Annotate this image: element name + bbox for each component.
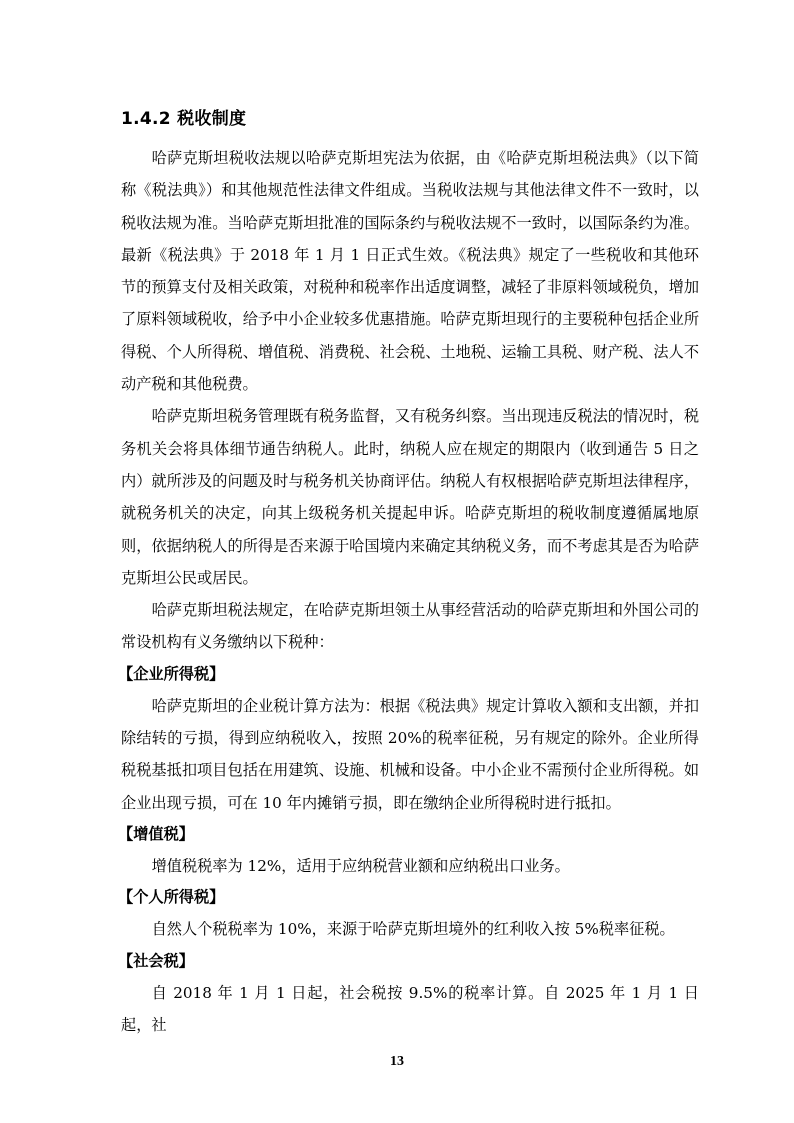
paragraph-tax-administration: 哈萨克斯坦税务管理既有税务监督，又有税务纠察。当出现违反税法的情况时，税务机关会将具体细节通告纳税人。此时，纳税人应在规定的期限内（收到通告 5 日之内）就所涉及的问题及时与税务机关协商评估。纳税人有权根据哈萨克斯坦法律程序，就税务机关的决定，向其上级税务机关提起申诉。哈萨克斯坦的税收制度遵循属地原则，依据纳税人的所得是否来源于哈国境内来确定其纳税义务，而不考虑其是否为哈萨克斯坦公民或居民。 [121, 407, 699, 587]
vat-heading: 【增值税】 [118, 824, 194, 843]
paragraph-tax-law-overview: 哈萨克斯坦税收法规以哈萨克斯坦宪法为依据，由《哈萨克斯坦税法典》（以下简称《税法典》）和其他规范性法律文件组成。当税收法规与其他法律文件不一致时，以税收法规为准。当哈萨克斯坦批准的国际条约与税收法规不一致时，以国际条约为准。最新《税法典》于 2018 年 1 月 1 日正式生效。《税法典》规定了一些税收和其他环节的预算支付及相关政策，对税种和税率作出适度调整，减轻了非原料领域税负，增加了原料领域税收，给予中小企业较多优惠措施。哈萨克斯坦现行的主要税种包括企业所得税、个人所得税、增值税、消费税、社会税、土地税、运输工具税、财产税、法人不动产税和其他税费。 [121, 149, 699, 394]
personal-income-tax-heading: 【个人所得税】 [118, 888, 225, 907]
paragraph-tax-obligations: 哈萨克斯坦税法规定，在哈萨克斯坦领土从事经营活动的哈萨克斯坦和外国公司的常设机构有义务缴纳以下税种： [121, 601, 699, 652]
social-tax-text: 自 2018 年 1 月 1 日起，社会税按 9.5%的税率计算。自 2025 年 1 月 1 日起，社 [121, 983, 699, 1034]
section-heading: 1.4.2 税收制度 [121, 109, 247, 129]
social-tax-heading: 【社会税】 [118, 951, 194, 970]
page-number: 13 [390, 1054, 404, 1069]
corporate-income-tax-heading: 【企业所得税】 [118, 664, 225, 683]
vat-text: 增值税税率为 12%，适用于应纳税营业额和应纳税出口业务。 [151, 856, 570, 875]
document-body [118, 142, 699, 1041]
corporate-income-tax-text: 哈萨克斯坦的企业税计算方法为：根据《税法典》规定计算收入额和支出额，并扣除结转的亏损，得到应纳税收入，按照 20%的税率征税，另有规定的除外。企业所得税税基抵扣项目包括在用建筑、设施、机械和设备。中小企业不需预付企业所得税。如企业出现亏损，可在 10 年内摊销亏损，即在缴纳企业所得税时进行抵扣。 [121, 696, 699, 812]
personal-income-tax-text: 自然人个税税率为 10%，来源于哈萨克斯坦境外的红利收入按 5%税率征税。 [151, 920, 675, 939]
